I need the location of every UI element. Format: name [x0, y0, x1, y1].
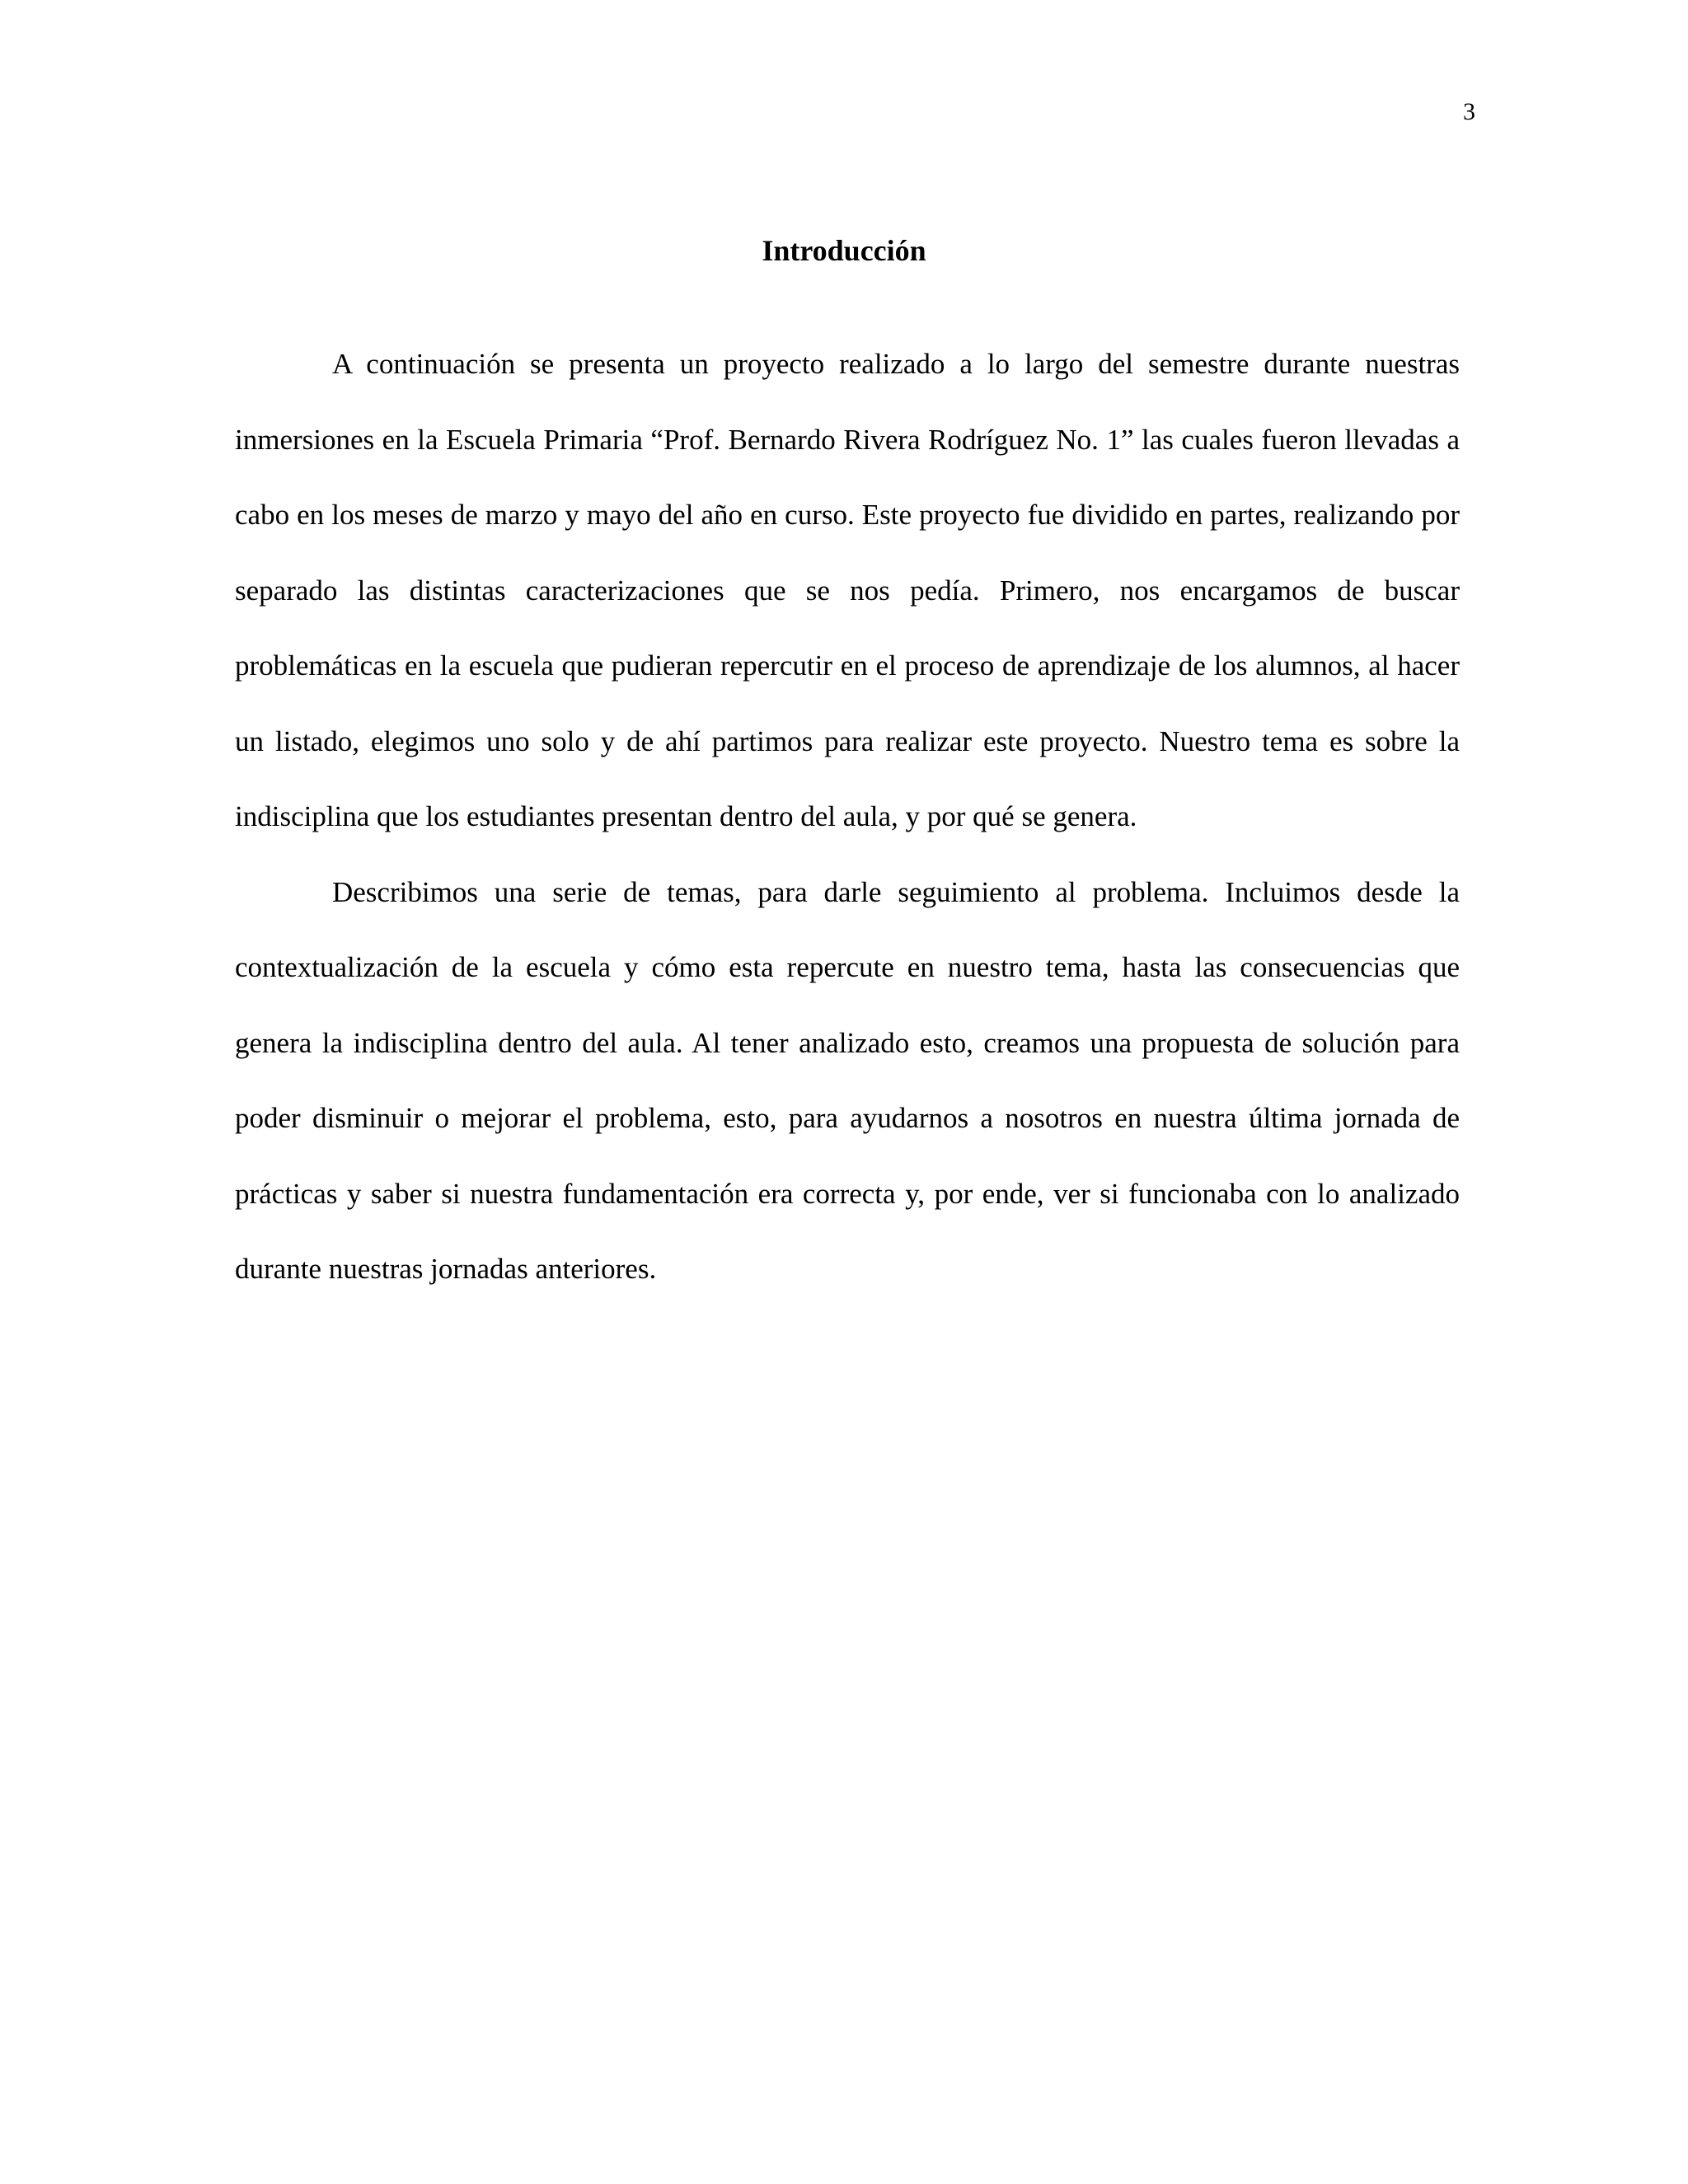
paragraph-2: Describimos una serie de temas, para darle seguimiento al problema. Incluimos desde la contextualización de la escuela y cómo esta repercute en nuestro tema, hasta las consecuencias que genera la indisciplina dentro del aula. Al tener analizado esto, creamos una propuesta de solución para poder disminuir o mejorar el problema, esto, para ayudarnos a nosotros en nuestra última jornada de prácticas y saber si nuestra fundamentación era correcta y, por ende, ver si funcionaba con lo analizado durante nuestras jornadas anteriores.: [235, 875, 1460, 1285]
page-number: 3: [1463, 98, 1475, 125]
page-title: Introducción: [762, 234, 926, 267]
paragraph-1: A continuación se presenta un proyecto realizado a lo largo del semestre durante nuestras inmersiones en la Escuela Primaria “Prof. Bernardo Rivera Rodríguez No. 1” las cuales fueron llevadas a cabo en los meses de marzo y mayo del año en curso. Este proyecto fue dividido en partes, realizando por separado las distintas caracterizaciones que se nos pedía. Primero, nos encargamos de buscar problemáticas en la escuela que pudieran repercutir en el proceso de aprendizaje de los alumnos, al hacer un listado, elegimos uno solo y de ahí partimos para realizar este proyecto. Nuestro tema es sobre la indisciplina que los estudiantes presentan dentro del aula, y por qué se genera.: [235, 348, 1460, 832]
body-text: [235, 326, 1460, 1307]
